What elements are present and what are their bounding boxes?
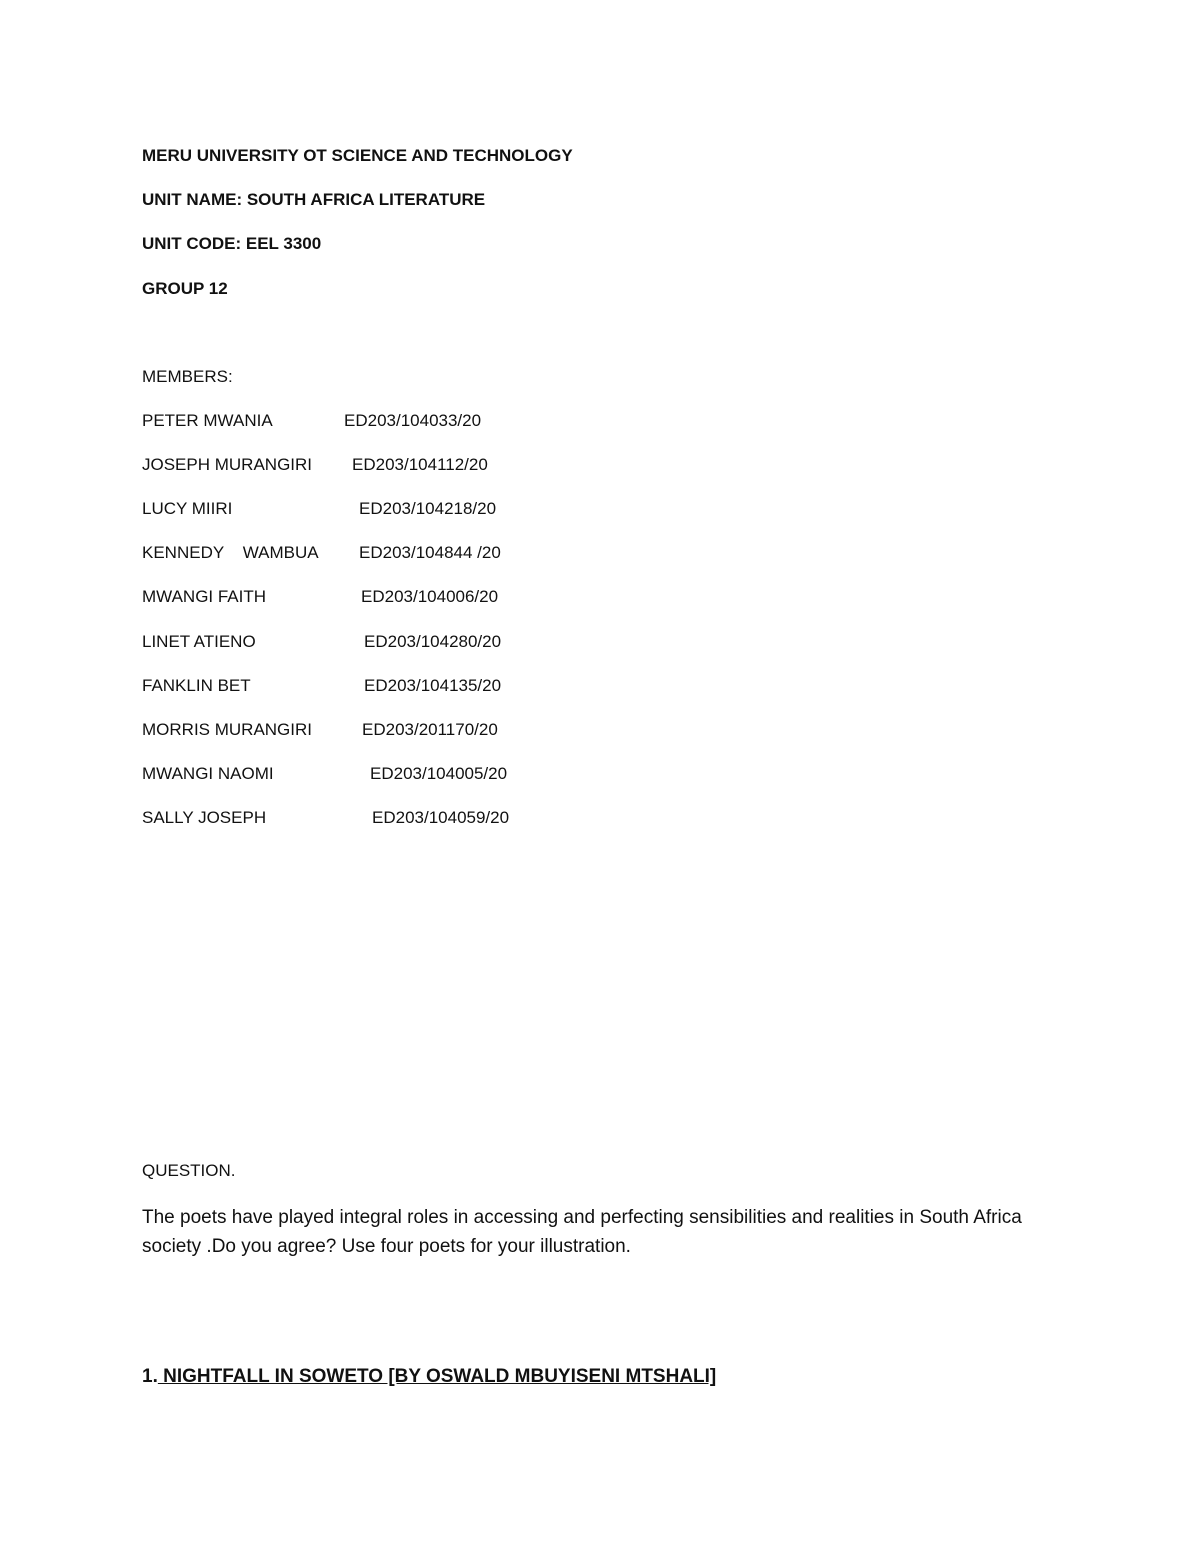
member-name: PETER MWANIA: [142, 411, 273, 430]
member-reg: ED203/104033/20: [344, 411, 482, 430]
member-reg: ED203/104218/20: [359, 499, 497, 518]
section-number: 1.: [142, 1366, 158, 1387]
member-name: MWANGI NAOMI: [142, 764, 274, 783]
member-name: KENNEDY WAMBUA: [142, 543, 319, 562]
section-heading: [142, 1365, 716, 1389]
member-name: JOSEPH MURANGIRI: [142, 455, 313, 474]
member-reg: ED203/104280/20: [364, 632, 502, 651]
member-name: SALLY JOSEPH: [142, 808, 267, 827]
member-name: MWANGI FAITH: [142, 587, 267, 606]
member-name: MORRIS MURANGIRI: [142, 720, 312, 739]
member-reg: ED203/104112/20: [352, 455, 488, 474]
question-text: The poets have played integral roles in accessing and perfecting sensibilities and realities in South Africa society .Do you agree? Use four poets for your illustration.: [142, 1207, 1022, 1257]
member-name: LUCY MIIRI: [142, 499, 233, 518]
university-title: MERU UNIVERSITY OT SCIENCE AND TECHNOLOGY: [142, 146, 573, 165]
member-reg: ED203/201170/20: [362, 720, 498, 739]
member-reg: ED203/104059/20: [372, 808, 510, 827]
member-reg: ED203/104844 /20: [359, 543, 501, 562]
member-reg: ED203/104006/20: [361, 587, 499, 606]
member-reg: ED203/104135/20: [364, 676, 502, 695]
unit-name: UNIT NAME: SOUTH AFRICA LITERATURE: [142, 190, 486, 209]
member-name: FANKLIN BET: [142, 676, 251, 695]
unit-code: UNIT CODE: EEL 3300: [142, 234, 322, 253]
members-label: MEMBERS:: [142, 367, 233, 386]
group-label: GROUP 12: [142, 279, 228, 298]
member-name: LINET ATIENO: [142, 632, 256, 651]
section-title: NIGHTFALL IN SOWETO [BY OSWALD MBUYISENI MTSHALI]: [157, 1366, 717, 1387]
member-reg: ED203/104005/20: [370, 764, 508, 783]
question-label: QUESTION.: [142, 1161, 236, 1180]
